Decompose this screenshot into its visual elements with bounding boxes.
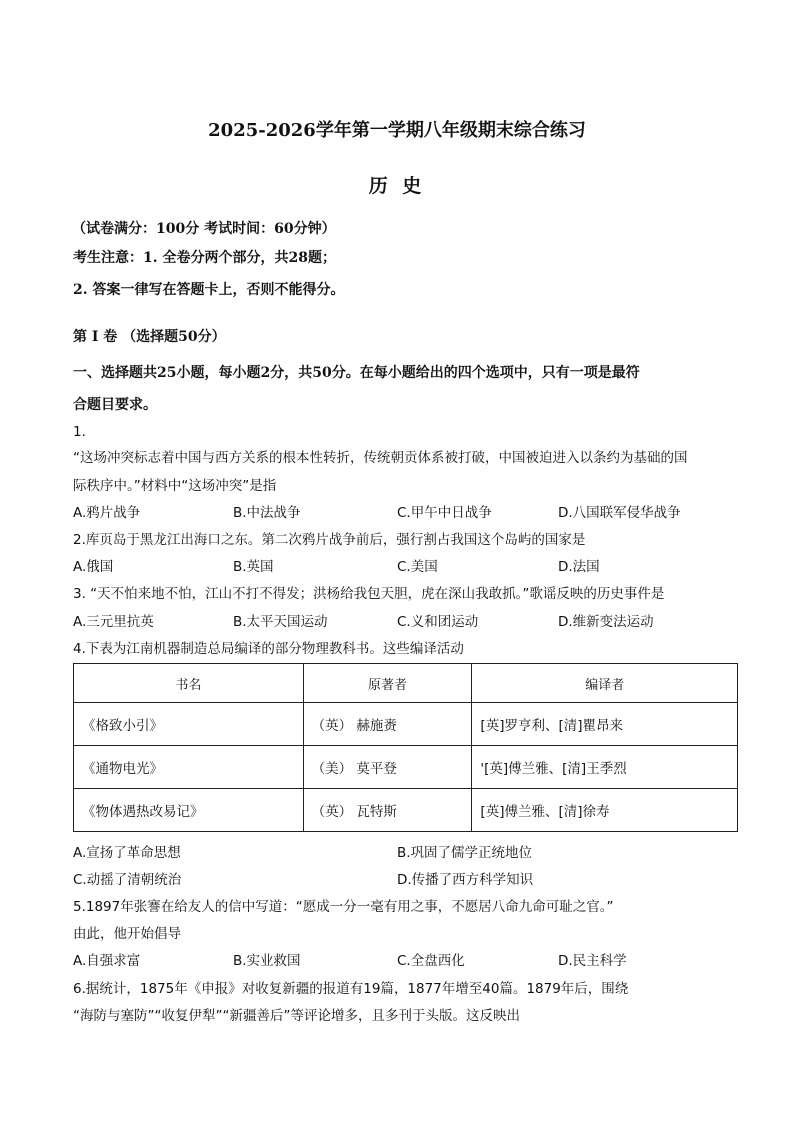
table-header-row bbox=[74, 664, 738, 703]
notice-line-2: 2. 答案一律写在答题卡上，否则不能得分。 bbox=[73, 282, 345, 298]
question-2-option-c[interactable]: C.美国 bbox=[397, 559, 438, 575]
table-cell: [英]罗亨利、[清]瞿昂来 bbox=[472, 703, 738, 746]
question-4-option-c[interactable]: C.动摇了清朝统治 bbox=[73, 872, 182, 888]
question-1-option-c[interactable]: C.甲午中日战争 bbox=[397, 505, 492, 521]
table-header-translator: 编译者 bbox=[472, 664, 738, 703]
question-2-option-d[interactable]: D.法国 bbox=[558, 559, 600, 575]
question-4-stem: 4.下表为江南机器制造总局编译的部分物理教科书。这些编译活动 bbox=[73, 641, 464, 657]
question-5-option-b[interactable]: B.实业救国 bbox=[233, 953, 301, 969]
table-header-title: 书名 bbox=[74, 664, 304, 703]
instruction-line-1: 一、选择题共25小题，每小题2分，共50分。在每小题给出的四个选项中，只有一项是最符 bbox=[73, 365, 640, 381]
exam-info: （试卷满分：100分 考试时间：60分钟） bbox=[72, 221, 336, 237]
question-1-option-a[interactable]: A.鸦片战争 bbox=[73, 505, 141, 521]
table-header-author: 原著者 bbox=[303, 664, 472, 703]
question-6-stem-line-2: “海防与塞防”“收复伊犁”“新疆善后”等评论增多，且多刊于头版。这反映出 bbox=[73, 1008, 520, 1024]
textbook-table bbox=[73, 663, 738, 832]
table-cell: 《通物电光》 bbox=[74, 746, 304, 789]
table-row bbox=[74, 746, 738, 789]
question-1-number: 1. bbox=[73, 424, 86, 440]
question-5-option-a[interactable]: A.自强求富 bbox=[73, 953, 141, 969]
table-cell: 《格致小引》 bbox=[74, 703, 304, 746]
question-2-stem: 2.库页岛于黑龙江出海口之东。第二次鸦片战争前后，强行割占我国这个岛屿的国家是 bbox=[73, 532, 586, 548]
question-3-option-a[interactable]: A.三元里抗英 bbox=[73, 614, 154, 630]
question-3-stem: 3. “天不怕来地不怕，江山不打不得发；洪杨给我包天胆，虎在深山我敢抓。”歌谣反映的历史事件是 bbox=[73, 586, 665, 602]
question-5-stem-line-1: 5.1897年张謇在给友人的信中写道：“愿成一分一毫有用之事，不愿居八命九命可耻之官。” bbox=[73, 899, 614, 915]
question-4-option-d[interactable]: D.传播了西方科学知识 bbox=[397, 872, 534, 888]
table-cell: [英]傅兰雅、[清]徐寿 bbox=[472, 789, 738, 832]
question-4-option-a[interactable]: A.宣扬了革命思想 bbox=[73, 845, 181, 861]
question-6-stem-line-1: 6.据统计，1875年《申报》对收复新疆的报道有19篇，1877年增至40篇。1879年后，围绕 bbox=[73, 981, 629, 997]
table-cell: '[英]傅兰雅、[清]王季烈 bbox=[472, 746, 738, 789]
table-row bbox=[74, 789, 738, 832]
table-row bbox=[74, 703, 738, 746]
table-cell: （美） 莫平登 bbox=[303, 746, 472, 789]
table-cell: （英） 赫施赉 bbox=[303, 703, 472, 746]
exam-title: 2025-2026学年第一学期八年级期末综合练习 bbox=[208, 120, 586, 141]
question-1-option-b[interactable]: B.中法战争 bbox=[233, 505, 301, 521]
question-4-option-b[interactable]: B.巩固了儒学正统地位 bbox=[397, 845, 533, 861]
notice-line-1: 考生注意：1. 全卷分两个部分，共28题； bbox=[73, 250, 336, 266]
question-3-option-b[interactable]: B.太平天国运动 bbox=[233, 614, 328, 630]
question-1-stem-line-2: 际秩序中。”材料中“这场冲突”是指 bbox=[73, 478, 277, 494]
table-cell: 《物体遇热改易记》 bbox=[74, 789, 304, 832]
part-heading: 第 I 卷 （选择题50分） bbox=[73, 329, 226, 345]
instruction-line-2: 合题目要求。 bbox=[73, 397, 157, 413]
question-1-option-d[interactable]: D.八国联军侵华战争 bbox=[558, 505, 681, 521]
table-cell: （英） 瓦特斯 bbox=[303, 789, 472, 832]
question-2-option-a[interactable]: A.俄国 bbox=[73, 559, 114, 575]
question-1-stem-line-1: “这场冲突标志着中国与西方关系的根本性转折，传统朝贡体系被打破，中国被迫进入以条约为基础的国 bbox=[73, 450, 688, 466]
exam-subject: 历 史 bbox=[368, 175, 426, 197]
question-5-stem-line-2: 由此，他开始倡导 bbox=[73, 926, 181, 942]
question-2-option-b[interactable]: B.英国 bbox=[233, 559, 274, 575]
question-3-option-c[interactable]: C.义和团运动 bbox=[397, 614, 479, 630]
question-5-option-c[interactable]: C.全盘西化 bbox=[397, 953, 465, 969]
question-5-option-d[interactable]: D.民主科学 bbox=[558, 953, 627, 969]
question-3-option-d[interactable]: D.维新变法运动 bbox=[558, 614, 654, 630]
